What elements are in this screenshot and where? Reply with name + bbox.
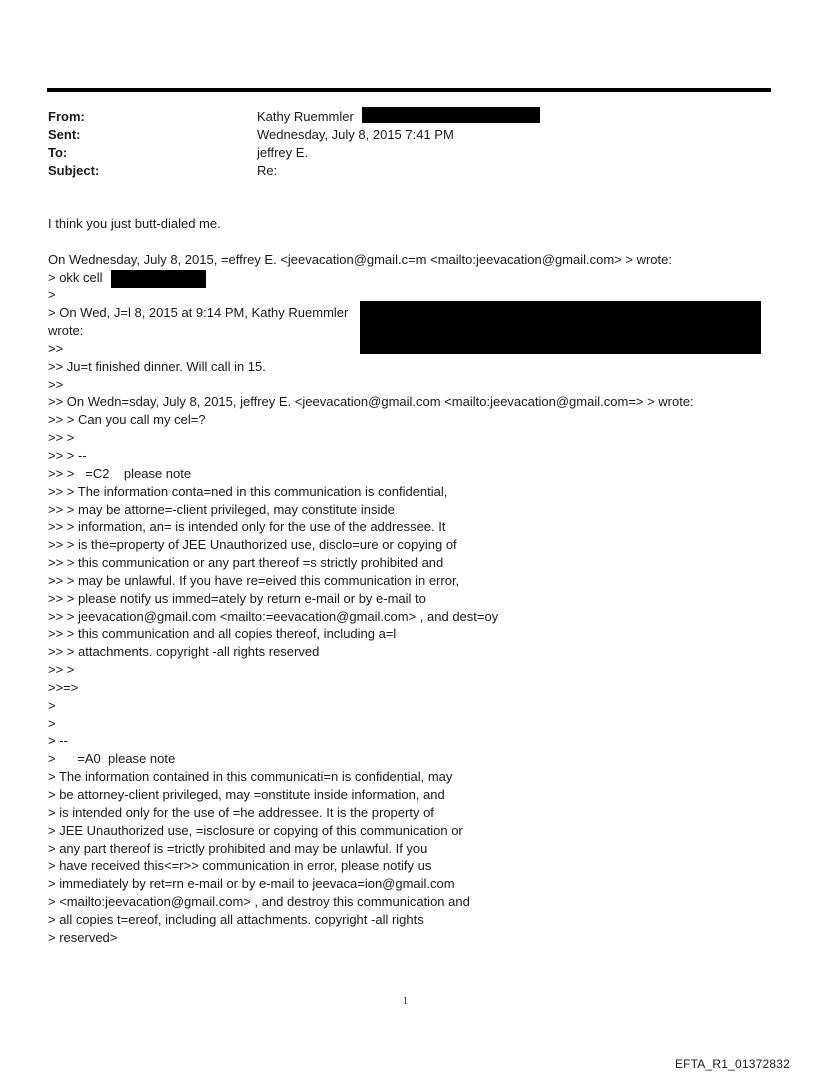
- body-line: On Wednesday, July 8, 2015, =effrey E. <jeevacation@gmail.c=m <mailto:jeevacation@gmail.com> > wrote:: [48, 251, 672, 267]
- redaction-cell-number: [111, 270, 206, 288]
- document-id: EFTA_R1_01372832: [674, 1057, 790, 1071]
- body-line: >> > --: [48, 447, 87, 463]
- sent-value: Wednesday, July 8, 2015 7:41 PM: [257, 127, 454, 142]
- body-line: > On Wed, J=l 8, 2015 at 9:14 PM, Kathy Ruemmler: [48, 305, 349, 321]
- body-line: > =A0 please note: [48, 751, 176, 767]
- body-line: >: [48, 287, 56, 303]
- body-line: >> > jeevacation@gmail.com <mailto:=eevacation@gmail.com> , and dest=oy: [48, 608, 499, 624]
- body-line: >>: [48, 376, 64, 392]
- body-line: >> > attachments. copyright -all rights reserved: [48, 644, 320, 660]
- body-line: > have received this<=r>> communication in error, please notify us: [48, 858, 432, 874]
- body-line: [48, 233, 778, 251]
- from-value: Kathy Ruemmler: [257, 109, 354, 124]
- subject-label: Subject:: [48, 163, 100, 178]
- body-line: > immediately by ret=rn e-mail or by e-mail to jeevaca=ion@gmail.com: [48, 876, 455, 892]
- body-line: >>=>: [48, 679, 79, 695]
- body-line: >> > please notify us immed=ately by return e-mail or by e-mail to: [48, 590, 426, 606]
- body-line: wrote:: [48, 323, 84, 339]
- body-line: > be attorney-client privileged, may =onstitute inside information, and: [48, 787, 445, 802]
- body-line: >> > this communication or any part thereof =s strictly prohibited and: [48, 555, 444, 571]
- body-line: >> > The information conta=ned in this communication is confidential,: [48, 483, 448, 499]
- body-line: > any part thereof is =trictly prohibited and may be unlawful. If you: [48, 840, 428, 856]
- body-line: > JEE Unauthorized use, =isclosure or copying of this communication or: [48, 822, 463, 838]
- body-line: I think you just butt-dialed me.: [48, 216, 221, 231]
- body-line: >>: [48, 340, 64, 356]
- body-line: >> > Can you call my cel=?: [48, 412, 206, 428]
- body-line: >> >: [48, 430, 75, 446]
- subject-value: Re:: [257, 163, 278, 178]
- body-line: > The information contained in this communicati=n is confidential, may: [48, 769, 453, 785]
- header-rule: [47, 88, 771, 92]
- redaction-sender-email: [360, 301, 761, 354]
- from-label: From:: [48, 109, 85, 124]
- body-line: >> >: [48, 662, 75, 678]
- body-line: >> On Wedn=sday, July 8, 2015, jeffrey E. <jeevacation@gmail.com <mailto:jeevacation@gmail.com=> > wrote:: [48, 394, 694, 410]
- body-line: >> > this communication and all copies thereof, including a=l: [48, 626, 397, 642]
- body-line: >> > =C2 please note: [48, 465, 192, 481]
- sent-label: Sent:: [48, 127, 81, 142]
- body-line: > <mailto:jeevacation@gmail.com> , and destroy this communication and: [48, 894, 470, 910]
- body-line: >> > may be attorne=-client privileged, may constitute inside: [48, 501, 395, 517]
- to-value: jeffrey E.: [257, 145, 309, 160]
- body-line: > is intended only for the use of =he addressee. It is the property of: [48, 804, 434, 820]
- body-line: > --: [48, 733, 68, 749]
- body-line: >> > is the=property of JEE Unauthorized use, disclo=ure or copying of: [48, 537, 457, 553]
- body-line: >: [48, 697, 56, 713]
- to-label: To:: [48, 145, 68, 160]
- body-line: >> > may be unlawful. If you have re=eived this communication in error,: [48, 572, 460, 588]
- redaction-from-email: [362, 107, 540, 123]
- body-line: >> > information, an= is intended only for the use of the addressee. It: [48, 519, 446, 535]
- body-line: >> Ju=t finished dinner. Will call in 15.: [48, 358, 266, 374]
- body-line: > all copies t=ereof, including all attachments. copyright -all rights: [48, 911, 424, 927]
- body-line: > reserved>: [48, 929, 118, 945]
- body-line: >: [48, 715, 56, 731]
- page-number: 1: [403, 996, 408, 1007]
- body-line: > okk cell: [48, 269, 103, 285]
